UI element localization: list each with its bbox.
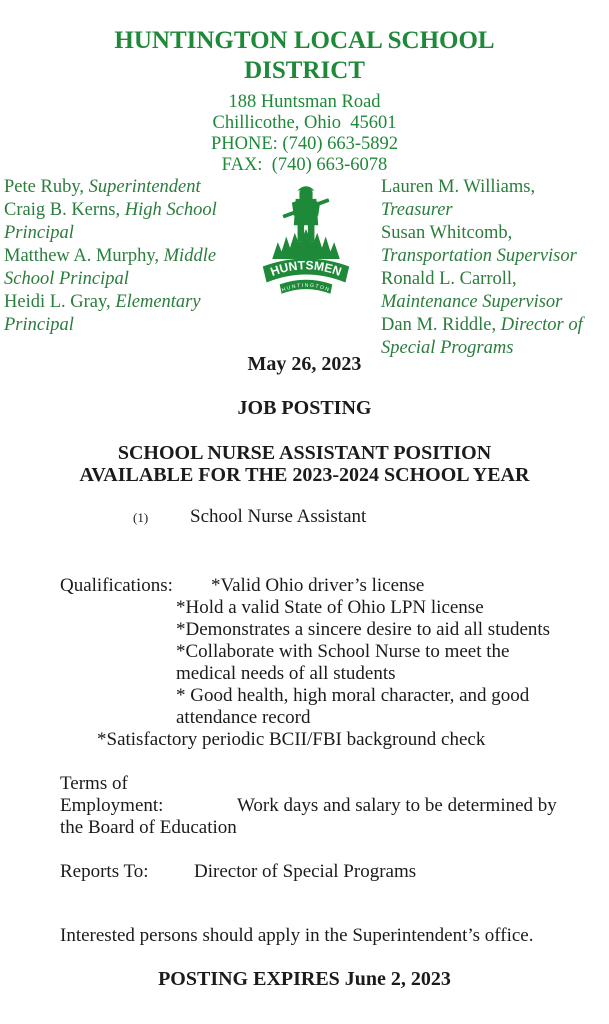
position-count-row	[0, 506, 609, 529]
position-count: (1)	[133, 510, 149, 525]
staff-member-title: Transportation Supervisor	[381, 246, 577, 266]
logo-banner-text: HUNTSMEN	[268, 258, 343, 279]
staff-member-title: Middle School Principal	[4, 246, 217, 289]
terms-label-line1: Terms of	[60, 773, 128, 794]
staff-member-name: Heidi L. Gray,	[4, 292, 116, 312]
staff-member	[381, 268, 609, 314]
staff-member-title: Treasurer	[381, 200, 453, 220]
posting-date: May 26, 2023	[247, 353, 362, 375]
terms-section	[0, 773, 609, 839]
staff-member	[381, 176, 609, 222]
staff-member-name: Susan Whitcomb,	[381, 223, 513, 243]
staff-member	[381, 222, 609, 268]
huntsmen-mascot-icon	[259, 182, 353, 306]
position-headline-line2: AVAILABLE FOR THE 2023-2024 SCHOOL YEAR	[79, 464, 530, 486]
qualification-item: *Satisfactory periodic BCII/FBI background check	[97, 729, 486, 750]
position-name: School Nurse Assistant	[190, 506, 367, 527]
staff-member	[4, 176, 230, 199]
staff-member-name: Craig B. Kerns,	[4, 200, 125, 220]
staff-member-name: Pete Ruby,	[4, 177, 89, 197]
district-address	[0, 92, 609, 176]
svg-text:HUNTSMEN	[268, 258, 343, 279]
staff-member-name: Matthew A. Murphy,	[4, 246, 164, 266]
apply-instruction: Interested persons should apply in the Superintendent’s office.	[60, 925, 534, 946]
posting-expires: POSTING EXPIRES June 2, 2023	[158, 968, 451, 990]
job-posting-heading: JOB POSTING	[237, 397, 372, 419]
logo-sub-text: HUNTINGTON	[280, 282, 331, 294]
district-title-line1: HUNTINGTON LOCAL SCHOOL	[114, 27, 495, 54]
address-street: 188 Huntsman Road	[228, 92, 381, 112]
staff-member	[381, 314, 609, 360]
qualifications-first-row	[0, 575, 609, 597]
qualification-item: *Demonstrates a sincere desire to aid all students	[176, 619, 551, 640]
staff-member	[4, 245, 230, 291]
school-logo	[259, 182, 353, 311]
staff-directory	[0, 176, 609, 358]
terms-text: Work days and salary to be determined by	[237, 795, 557, 816]
district-title	[0, 26, 609, 86]
staff-member-title: Maintenance Supervisor	[381, 292, 563, 312]
staff-list-left	[4, 176, 230, 337]
staff-member-title: Director of Special Programs	[381, 315, 583, 358]
fax-line: FAX: (740) 663-6078	[221, 155, 388, 175]
qualification-item: attendance record	[176, 707, 311, 728]
address-city: Chillicothe, Ohio 45601	[212, 113, 397, 133]
qualification-item: * Good health, high moral character, and good	[176, 685, 530, 706]
reports-label: Reports To:	[60, 861, 149, 882]
staff-member	[4, 199, 230, 245]
qualification-item: *Valid Ohio driver’s license	[211, 575, 425, 596]
qualifications-section	[0, 575, 609, 751]
staff-member-title: Elementary Principal	[4, 292, 201, 335]
position-headline	[0, 442, 609, 486]
staff-member-name: Lauren M. Williams,	[381, 177, 536, 197]
terms-label-line2: Employment:	[60, 795, 164, 816]
terms-text-line2: the Board of Education	[60, 817, 237, 838]
staff-member-title: High School Principal	[4, 200, 217, 243]
reports-section	[0, 861, 609, 883]
district-title-line2: DISTRICT	[244, 57, 365, 84]
staff-member-name: Ronald L. Carroll,	[381, 269, 517, 289]
staff-member	[4, 291, 230, 337]
staff-member-name: Dan M. Riddle,	[381, 315, 501, 335]
staff-member-title: Superintendent	[88, 177, 201, 197]
phone-line: PHONE: (740) 663-5892	[210, 134, 399, 154]
qualification-item: *Hold a valid State of Ohio LPN license	[176, 597, 484, 618]
qualifications-label: Qualifications:	[60, 575, 173, 596]
position-headline-line1: SCHOOL NURSE ASSISTANT POSITION	[117, 442, 492, 464]
qualification-item: medical needs of all students	[176, 663, 396, 684]
terms-row	[60, 795, 609, 817]
reports-text: Director of Special Programs	[194, 861, 417, 882]
staff-list-right	[381, 176, 609, 360]
qualification-item: *Collaborate with School Nurse to meet the	[176, 641, 510, 662]
qualifications-list	[0, 597, 609, 729]
